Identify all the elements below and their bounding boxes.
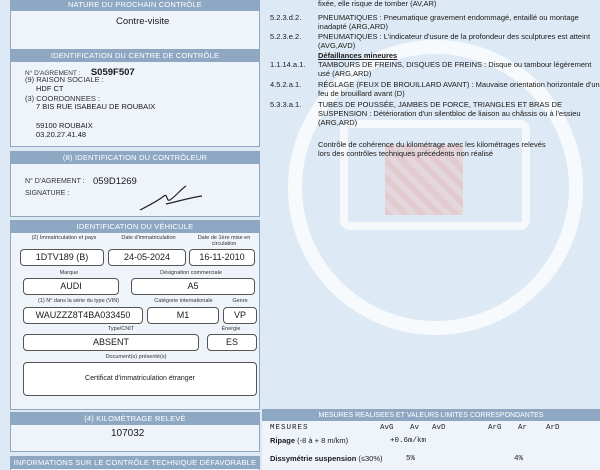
mesures-section	[262, 409, 600, 470]
genre-value: VP	[223, 307, 257, 324]
col-avg: AvG	[380, 424, 394, 432]
mesures-title: MESURES	[270, 424, 309, 432]
col-arg: ArG	[488, 424, 502, 432]
coherence-note: Contrôle de cohérence du kilométrage avec les kilométrages relevés lors des contrôles techniques précédents non réalisé	[318, 140, 546, 158]
designation-value: A5	[131, 278, 255, 295]
controleur-agrement-value: 059D1269	[93, 176, 137, 187]
signature-label: SIGNATURE :	[25, 190, 70, 197]
centre-agrement-label: N° D'AGREMENT :	[25, 70, 81, 77]
mesure-value: 5%	[406, 455, 416, 463]
documents-value: Certificat d'immatriculation étranger	[23, 362, 257, 396]
date-circ-value: 16-11-2010	[189, 249, 255, 266]
energie-label: Énergie	[221, 326, 241, 332]
vehicule-header: IDENTIFICATION DU VÉHICULE	[11, 221, 259, 233]
mesure-row: Dissymétrie suspension (≤30%)	[270, 454, 383, 463]
next-visit-header: NATURE DU PROCHAIN CONTRÔLE	[11, 0, 259, 11]
coord-label: (3) COORDONNEES :	[25, 94, 101, 103]
controleur-agrement-label: N° D'AGREMENT :	[25, 178, 85, 185]
col-av: Av	[410, 424, 420, 432]
kilometrage-value: 107032	[111, 428, 145, 439]
marque-label: Marque	[59, 270, 79, 276]
mineures-title: Défaillances mineures	[318, 51, 398, 60]
mesures-header: MESURES REALISEES ET VALEURS LIMITES CORRESPONDANTES	[262, 410, 600, 421]
type-label: Type/CNIT	[107, 326, 135, 332]
energie-value: ES	[207, 334, 257, 351]
immat-value: 1DTV189 (B)	[20, 249, 104, 266]
date-circ-label: Date de 1ère mise en circulation	[197, 235, 251, 247]
col-ard: ArD	[546, 424, 560, 432]
date-immat-label: Date d'immatriculation	[121, 235, 176, 241]
col-avd: AvD	[432, 424, 446, 432]
vin-label: (1) N° dans la série du type (VIN)	[37, 298, 120, 304]
genre-label: Genre	[232, 298, 248, 304]
kilometrage-section	[10, 412, 260, 452]
controle-info-section	[10, 456, 260, 470]
categorie-value: M1	[147, 307, 219, 324]
address-line2: 59100 ROUBAIX	[36, 121, 93, 130]
col-ar: Ar	[518, 424, 528, 432]
type-value: ABSENT	[23, 334, 199, 351]
centre-section	[10, 49, 260, 147]
centre-phone: 03.20.27.41.48	[36, 130, 87, 139]
centre-header: IDENTIFICATION DU CENTRE DE CONTRÔLE	[11, 50, 259, 62]
vehicule-section	[10, 220, 260, 410]
controleur-section	[10, 151, 260, 217]
next-visit-value: Contre-visite	[116, 16, 170, 27]
mesure-value: 4%	[514, 455, 524, 463]
vin-value: WAUZZZ8T4BA033450	[23, 307, 143, 324]
centre-agrement-value: S059F507	[90, 67, 135, 78]
kilometrage-header: (4) KILOMÉTRAGE RELEVÉ	[11, 413, 259, 425]
designation-label: Désignation commerciale	[160, 270, 222, 276]
date-immat-value: 24-05-2024	[108, 249, 186, 266]
controleur-header: (8) IDENTIFICATION DU CONTRÔLEUR	[11, 152, 259, 164]
categorie-label: Catégorie internationale	[154, 298, 213, 304]
signature-image	[136, 182, 206, 214]
immat-label: (2) Immatriculation et pays	[31, 235, 97, 241]
mesure-row: Ripage (-8 à + 8 m/km)	[270, 436, 349, 445]
raison-label: (9) RAISON SOCIALE :	[25, 75, 104, 84]
marque-value: AUDI	[23, 278, 119, 295]
defects-panel: fixée, elle risque de tomber (AV,AR) 5.2.3.d.2. PNEUMATIQUES : Pneumatique gravement endommagé, entaillé ou montage inadapté (ARG,ARD) 5.2.3.e.2. PNEUMATIQUES : L'indicateur d'usure de la profondeur des sculptures est atteint (AVG,AVD) Défaillances mineures 1.1.14.a.1. TAMBOURS DE FREINS, DISQUES DE FREINS : Disque ou tambour légèrement usé (ARG,ARD) 4.5.2.a.1. RÉGLAGE (FEUX DE BROUILLARD AVANT) : Mauvaise orientation horizontale d'un feu de brouillard avant (D) 5.3.3.a.1. TUBES DE POUSSÉE, JAMBES DE FORCE, TRIANGLES ET BRAS DE SUSPENSION : Détérioration d'un silentbloc de liaison au châssis ou à l'essieu (ARG,ARD) Contrôle de cohérence du kilométrage avec les kilométrages relevés lors des contrôles techniques précédents non réalisé MESURES REALISEES ET VALEURS LIMITES CORRESPONDANTES MESURES AvG Av AvD ArG Ar ArD Ripage (-8 à + 8 m/km) +0.6m/km Dissymétrie suspension (≤30%) 5% 4%	[262, 0, 600, 470]
raison-value: HDF CT	[36, 84, 64, 93]
controle-info-header: INFORMATIONS SUR LE CONTRÔLE TECHNIQUE DÉFAVORABLE	[11, 457, 259, 469]
address-line1: 7 BIS RUE ISABEAU DE ROUBAIX	[36, 102, 156, 111]
next-visit-section	[10, 0, 260, 52]
mesure-value: +0.6m/km	[390, 437, 427, 445]
documents-label: Document(s) présenté(s)	[105, 354, 167, 360]
